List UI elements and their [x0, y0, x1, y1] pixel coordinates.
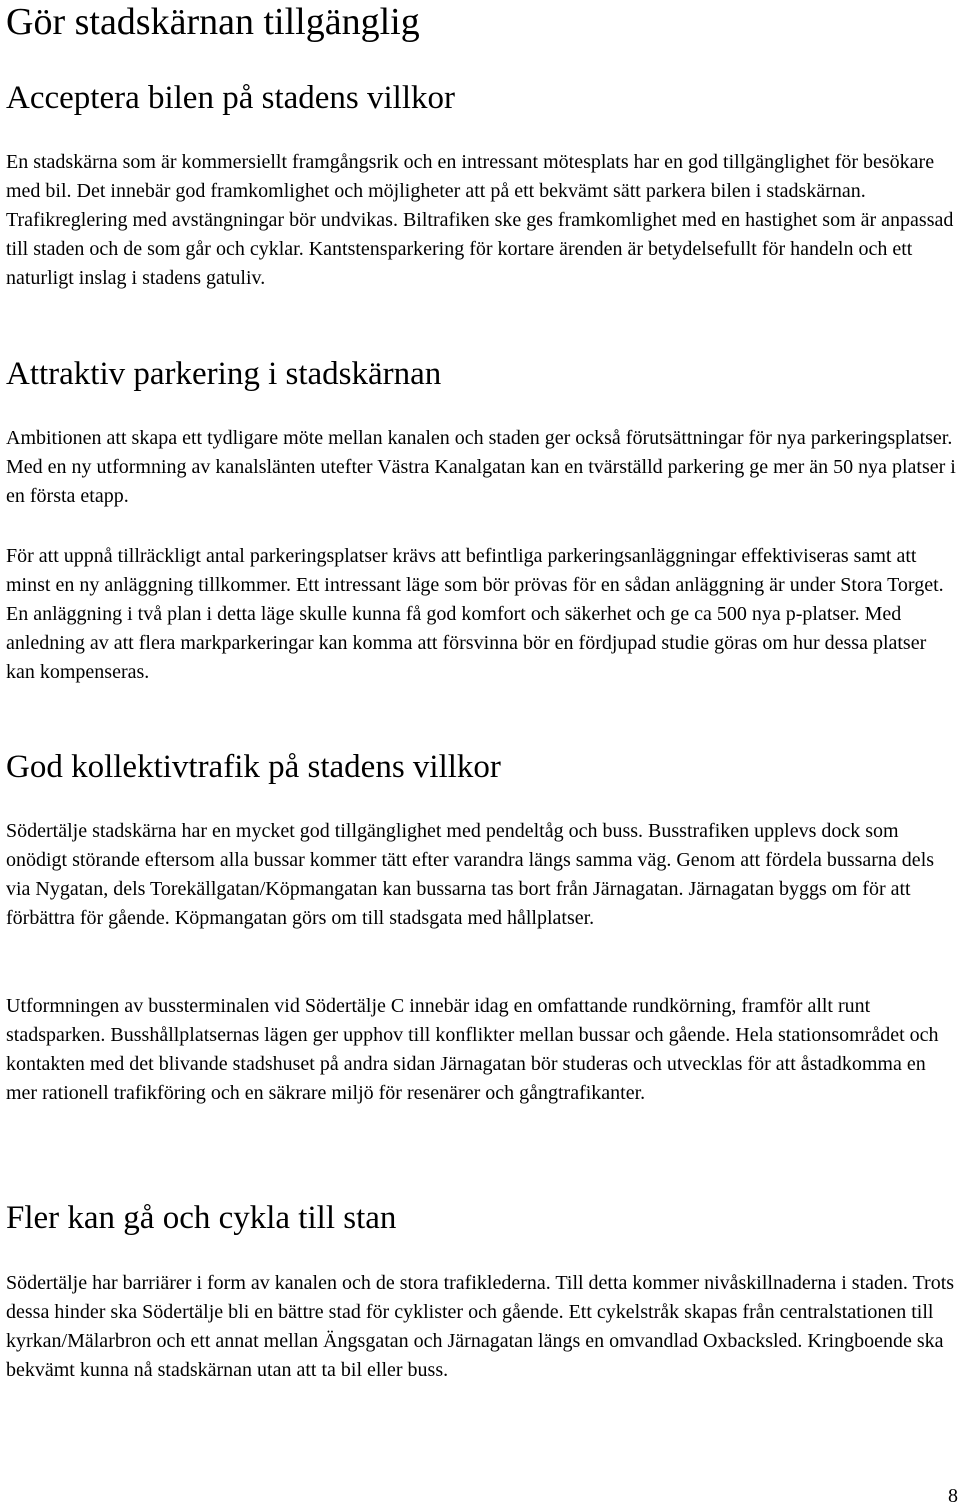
paragraph-kollektivtrafik-1: Södertälje stadskärna har en mycket god tillgänglighet med pendeltåg och buss. Busstrafiken upplevs dock som onödigt störande eftersom alla bussar kommer tätt efter varandra längs samma väg. Genom att fördela bussarna dels via Nygatan, dels Torekällgatan/Köpmangatan kan bussarna tas bort från Järnagatan. Järnagatan byggs om för att förbättra för gående. Köpmangatan görs om till stadsgata med hållplatser.: [6, 820, 935, 929]
page-number: 8: [948, 1485, 958, 1507]
page-title: Gör stadskärnan tillgänglig: [6, 1, 420, 43]
paragraph-kollektivtrafik-2: Utformningen av bussterminalen vid Södertälje C innebär idag en omfattande rundkörning, framför allt runt stadsparken. Busshållplatsernas lägen ger upphov till konflikter mellan bussar och gående. Hela stationsområdet och kontakten med det blivande stadshuset på andra sidan Järnagatan bör studeras och utvecklas för att åstadkomma en mer rationell trafikföring och en säkrare miljö för resenärer och gångtrafikanter.: [6, 995, 939, 1104]
section-heading-bilen: Acceptera bilen på stadens villkor: [6, 80, 455, 116]
paragraph-cykla-1: Södertälje har barriärer i form av kanalen och de stora trafiklederna. Till detta kommer nivåskillnaderna i staden. Trots dessa hinder ska Södertälje bli en bättre stad för cyklister och gående. Ett cykelstråk skapas från centralstationen till kyrkan/Mälarbron och ett annat mellan Ängsgatan och Järnagatan längs en omvandlad Oxbacksled. Kringboende ska bekvämt kunna nå stadskärnan utan att ta bil eller buss.: [6, 1272, 955, 1381]
section-heading-parkering: Attraktiv parkering i stadskärnan: [6, 356, 442, 392]
paragraph-parkering-2: För att uppnå tillräckligt antal parkeringsplatser krävs att befintliga parkeringsanläggningar effektiviseras samt att minst en ny anläggning tillkommer. Ett intressant läge som bör prövas för en sådan anläggning är under Stora Torget. En anläggning i två plan i detta läge skulle kunna få god komfort och säkerhet och ge ca 500 nya p-platser. Med anledning av att flera markparkeringar kan komma att försvinna bör en fördjupad studie göras om hur dessa platser kan kompenseras.: [6, 545, 944, 683]
paragraph-bilen-1: En stadskärna som är kommersiellt framgångsrik och en intressant mötesplats har en god tillgänglighet för besökare med bil. Det innebär god framkomlighet och möjligheter att på ett bekvämt sätt parkera bilen i stadskärnan. Trafikreglering med avstängningar bör undvikas. Biltrafiken ske ges framkomlighet med en hastighet som är anpassad till staden och de som går och cyklar. Kantstensparkering för kortare ärenden är betydelsefullt för handeln och ett naturligt inslag i stadens gatuliv.: [6, 151, 954, 289]
paragraph-parkering-1: Ambitionen att skapa ett tydligare möte mellan kanalen och staden ger också förutsättningar för nya parkeringsplatser. Med en ny utformning av kanalslänten utefter Västra Kanalgatan kan en tvärställd parkering ge mer än 50 nya platser i en första etapp.: [6, 427, 956, 507]
section-heading-cykla: Fler kan gå och cykla till stan: [6, 1200, 397, 1236]
section-heading-kollektivtrafik: God kollektivtrafik på stadens villkor: [6, 749, 501, 785]
